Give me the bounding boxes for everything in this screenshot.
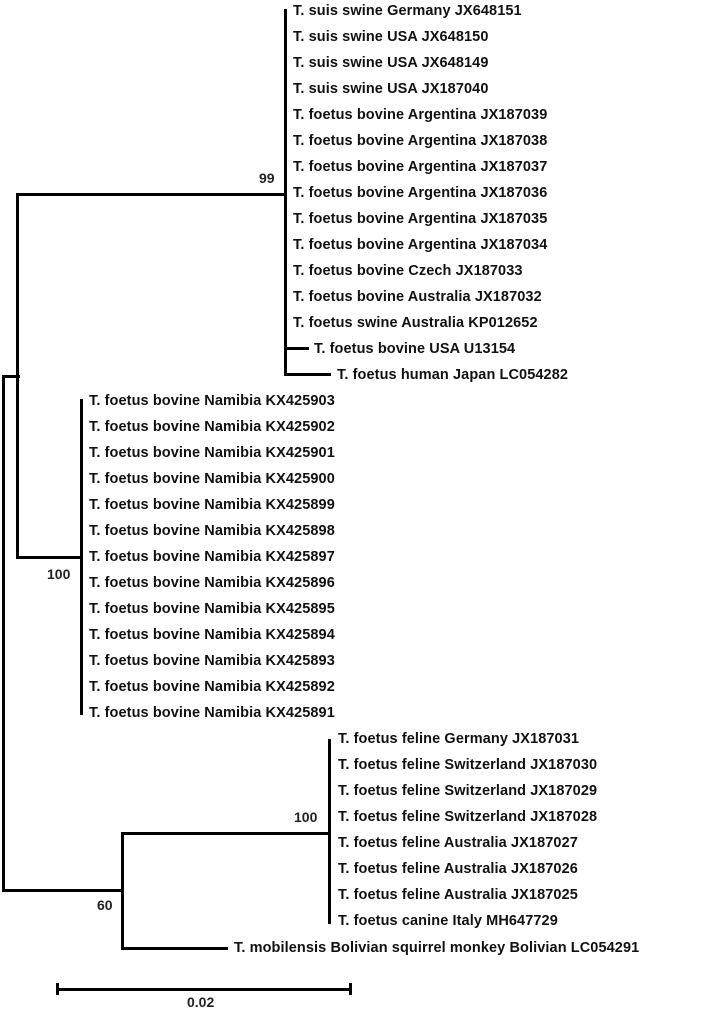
- tip-label: T. foetus bovine Namibia KX425902: [89, 419, 335, 435]
- namibia-clade-vertical: [80, 399, 83, 715]
- tip-label: T. foetus bovine Namibia KX425899: [89, 497, 335, 513]
- feline-stem-branch: [121, 832, 331, 835]
- scale-bar-label: 0.02: [187, 994, 215, 1010]
- feline-clade-vertical: [328, 739, 331, 924]
- tip-label: T. foetus swine Australia KP012652: [293, 315, 538, 331]
- tip-label: T. foetus bovine Namibia KX425900: [89, 471, 335, 487]
- tip-label: T. foetus bovine Namibia KX425898: [89, 523, 335, 539]
- tip-label: T. foetus feline Germany JX187031: [338, 731, 580, 747]
- tip-label: T. foetus bovine Czech JX187033: [293, 263, 523, 279]
- tip-label: T. foetus bovine Namibia KX425892: [89, 679, 335, 695]
- suis-foetus-stem-branch: [16, 193, 287, 196]
- tip-label: T. foetus bovine Namibia KX425901: [89, 445, 335, 461]
- tip-label: T. foetus feline Australia JX187026: [338, 861, 578, 877]
- tip-label: T. foetus human Japan LC054282: [337, 367, 569, 383]
- bootstrap-label-100-namibia: 100: [47, 566, 71, 582]
- tip-label: T. foetus feline Switzerland JX187028: [338, 809, 598, 825]
- tip-label: T. foetus bovine Argentina JX187036: [293, 185, 548, 201]
- tip-label: T. foetus bovine USA U13154: [314, 341, 516, 357]
- root-to-lower-node-branch: [2, 889, 124, 892]
- bootstrap-label-99: 99: [259, 170, 275, 186]
- tip-label: T. foetus bovine Namibia KX425903: [89, 393, 335, 409]
- tip-label: T. suis swine USA JX187040: [293, 81, 489, 97]
- lower-node-vertical-branch: [121, 832, 124, 950]
- suis-foetus-clade-vertical: [284, 9, 287, 376]
- tip-label: T. suis swine USA JX648150: [293, 29, 489, 45]
- tip-label: T. foetus bovine Argentina JX187037: [293, 159, 548, 175]
- tip-label: T. foetus bovine Namibia KX425897: [89, 549, 335, 565]
- tip-label: T. suis swine Germany JX648151: [293, 3, 522, 19]
- tip-label: T. foetus bovine Namibia KX425895: [89, 601, 335, 617]
- tip-label: T. foetus bovine Argentina JX187035: [293, 211, 548, 227]
- upper-node-vertical-branch: [16, 193, 19, 559]
- namibia-stem-branch: [16, 556, 83, 559]
- tip-label: T. foetus bovine Namibia KX425894: [89, 627, 335, 643]
- tip-label: T. foetus bovine Argentina JX187038: [293, 133, 548, 149]
- tip-label: T. foetus bovine Namibia KX425896: [89, 575, 335, 591]
- tip-label: T. foetus canine Italy MH647729: [338, 913, 558, 929]
- japan-lc054282-branch: [284, 373, 331, 376]
- tip-label: T. foetus bovine Namibia KX425891: [89, 705, 335, 721]
- usa-u13154-branch: [284, 347, 309, 350]
- tip-label: T. foetus feline Australia JX187027: [338, 835, 578, 851]
- bootstrap-label-100-feline: 100: [294, 809, 318, 825]
- scale-bar-line: [57, 988, 352, 991]
- tip-label: T. suis swine USA JX648149: [293, 55, 489, 71]
- scale-bar-left-tick: [56, 983, 59, 995]
- tip-label: T. foetus feline Switzerland JX187030: [338, 757, 598, 773]
- root-vertical-branch: [2, 375, 5, 892]
- scale-bar-right-tick: [349, 983, 352, 995]
- tip-label: T. foetus bovine Australia JX187032: [293, 289, 542, 305]
- tip-label: T. foetus feline Australia JX187025: [338, 887, 578, 903]
- tip-label: T. foetus bovine Argentina JX187034: [293, 237, 548, 253]
- tip-label: T. foetus bovine Argentina JX187039: [293, 107, 548, 123]
- tip-label: T. foetus feline Switzerland JX187029: [338, 783, 598, 799]
- tip-label: T. foetus bovine Namibia KX425893: [89, 653, 335, 669]
- mobilensis-branch: [121, 947, 228, 950]
- bootstrap-label-60: 60: [97, 897, 113, 913]
- tip-label-outgroup: T. mobilensis Bolivian squirrel monkey Bolivian LC054291: [234, 940, 640, 956]
